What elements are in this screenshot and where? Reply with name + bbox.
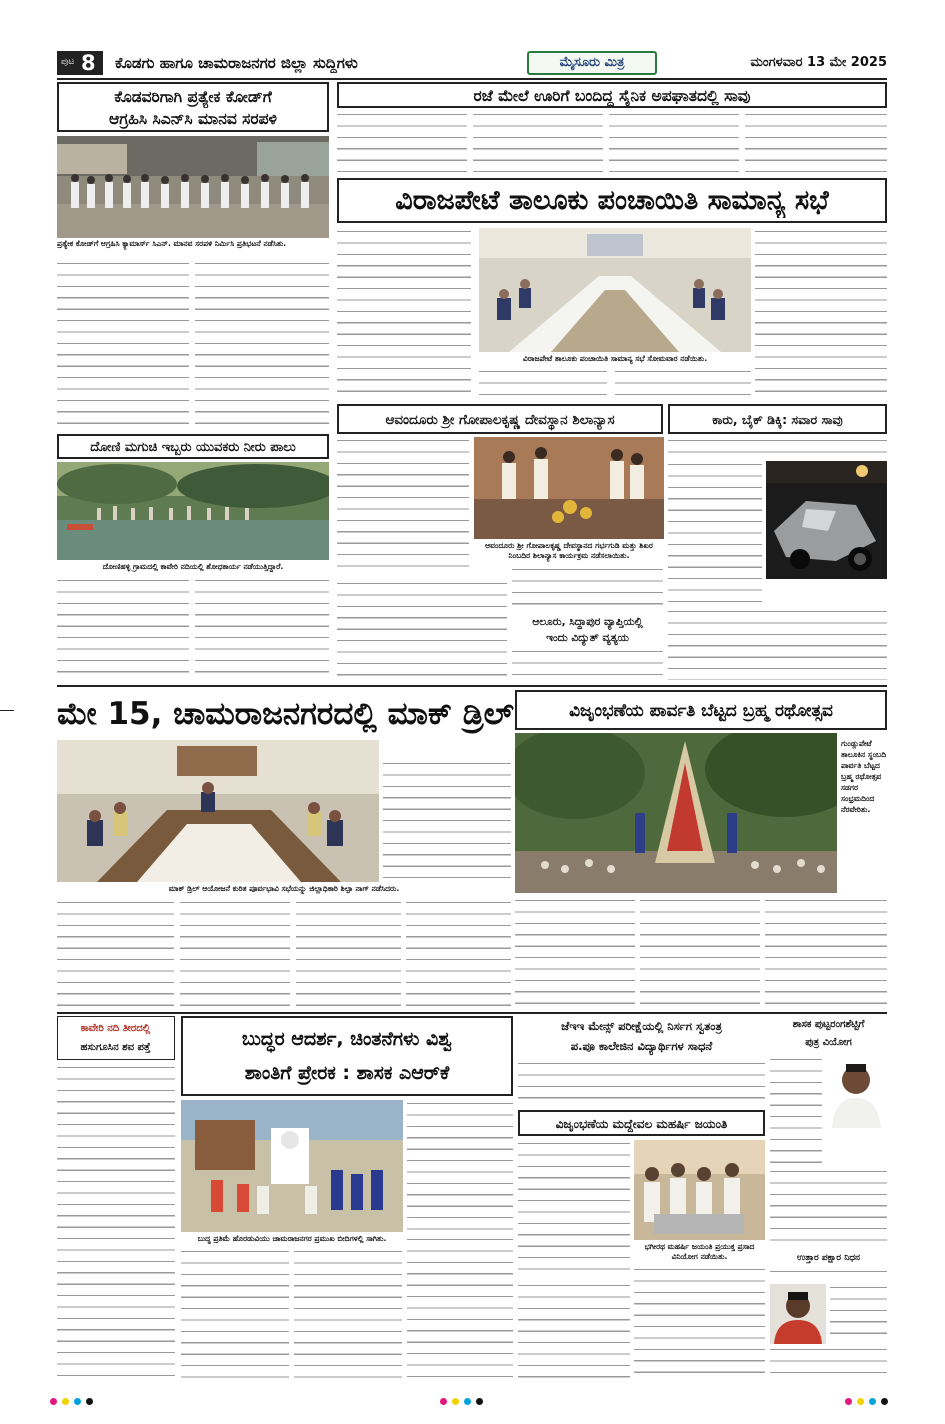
registration-dot xyxy=(881,1398,888,1405)
bhagiratha-headline: ವಿಜೃಂಭಣೆಯ ಮದ್ದೇವಲ ಮಹರ್ಷಿ ಜಯಂತಿ xyxy=(555,1117,728,1131)
buddha-caption: ಬುದ್ಧ ಪ್ರತಿಮೆ ಹೊರಡುವಿಯು ಚಾಮರಾಜನಗರ ಪ್ರಮುಖ ಬೀದಿಗಳಲ್ಲಿ ಸಾಗಿತು. xyxy=(197,1234,387,1243)
soldier-article-col-3 xyxy=(609,111,739,175)
registration-dot xyxy=(857,1398,864,1405)
mockdrill-caption: ಮಾಕ್ ಡ್ರಿಲ್ ಆಯೋಜನೆ ಕುರಿತ ಪೂರ್ವಭಾವಿ ಸಭೆಯನ್ನು ಜಿಲ್ಲಾಧಿಕಾರಿ ಶಿಲ್ಪಾ ನಾಗ್ ನಡೆಸಿದರು. xyxy=(168,884,400,893)
rathotsava-article-col-2 xyxy=(640,897,760,1009)
rathotsava-caption: ಗುಂಡ್ಲುಪೇಟೆ ತಾಲೂಕಿನ ಸ್ಥಂಬದಿ ಪಾರ್ವತಿ ಬೆಟ್ಟದ ಬ್ರಹ್ಮ ರಥೋತ್ಸವ ಸಡಗರ ಸಂಭ್ರಮದಿಂದ ನೆರವೇರಿತು. xyxy=(841,739,887,814)
registration-dot xyxy=(464,1398,471,1405)
section-title: ಕೊಡಗು ಹಾಗೂ ಚಾಮರಾಜನಗರ ಜಿಲ್ಲಾ ಸುದ್ದಿಗಳು xyxy=(115,54,358,72)
registration-dot xyxy=(74,1398,81,1405)
car-article-col-1 xyxy=(668,437,887,459)
mla-article-col-2 xyxy=(770,1168,887,1248)
code-headline-line-1: ಕೊಡವರಿಗಾಗಿ ಪ್ರತ್ಯೇಕ ಕೋಡ್‌ಗೆ xyxy=(114,88,272,106)
soldier-headline-box xyxy=(337,82,887,108)
temple-caption: ಆವಂದೂರು ಶ್ರೀ ಗೋಪಾಲಕೃಷ್ಣ ದೇವಸ್ಥಾನದ ಗರ್ಭಗುಡಿ ಮತ್ತು ಶಿಖರ ನಿಂಬದಿರ ಶಿಲಾನ್ಯಾಸ ಕಾರ್ಯಕ್ರಮ ನಡೆಸಲಾಯಿತು. xyxy=(485,541,653,560)
obit-article-col-1 xyxy=(770,1268,887,1282)
buddha-headline-line-1: ಬುದ್ಧರ ಆದರ್ಶ, ಚಿಂತನೆಗಳು ವಿಶ್ವ xyxy=(241,1028,453,1050)
bhagiratha-headline-box xyxy=(518,1110,765,1136)
power-headline-line-1: ಆಲೂರು, ಸಿದ್ದಾಪುರ ವ್ಯಾಪ್ತಿಯಲ್ಲಿ xyxy=(532,616,643,628)
temple-photo xyxy=(474,437,664,539)
mockdrill-side-article xyxy=(383,760,511,882)
boat-caption: ದೋಣಿಹಳ್ಳಿ ಗ್ರಾಮದಲ್ಲಿ ಕಾವೇರಿ ನದಿಯಲ್ಲಿ ಶೋಧಕಾರ್ಯ ನಡೆಯುತ್ತಿದ್ದಾರೆ. xyxy=(102,562,284,571)
registration-dot xyxy=(452,1398,459,1405)
registration-dot xyxy=(440,1398,447,1405)
fold-mark xyxy=(0,710,14,711)
cauvery-article xyxy=(57,1064,175,1378)
viraj-headline-box xyxy=(337,178,887,223)
boat-photo xyxy=(57,462,329,560)
mla-headline-line-1: ಶಾಸಕ ಪುಟ್ಟರಂಗಶೆಟ್ಟಿಗೆ xyxy=(792,1019,865,1030)
rathotsava-headline-box xyxy=(515,690,887,730)
mockdrill-article-col-4 xyxy=(406,899,511,1009)
registration-dot xyxy=(476,1398,483,1405)
fold-rule xyxy=(57,685,887,687)
cauvery-headline-line-2: ಹಸುಗೂಸಿನ ಶವ ಪತ್ತೆ xyxy=(80,1042,151,1053)
mockdrill-headline: ಮೇ 15, ಚಾಮರಾಜನಗರದಲ್ಲಿ ಮಾಕ್ ಡ್ರಿಲ್ xyxy=(57,696,514,732)
code-headline-box xyxy=(57,82,329,132)
page-header xyxy=(57,51,887,75)
mockdrill-article-col-1 xyxy=(57,899,174,1009)
power-headline-line-2: ಇಂದು ವಿದ್ಯುತ್ ವ್ಯತ್ಯಯ xyxy=(546,632,629,644)
buddha-side-article xyxy=(407,1100,513,1232)
viraj-headline: ವಿರಾಜಪೇಟೆ ತಾಲೂಕು ಪಂಚಾಯಿತಿ ಸಾಮಾನ್ಯ ಸಭೆ xyxy=(395,185,829,216)
temple-article-col-2 xyxy=(337,580,507,680)
rathotsava-headline: ವಿಜೃಂಭಣೆಯ ಪಾರ್ವತಿ ಬೆಟ್ಟದ ಬ್ರಹ್ಮ ರಥೋತ್ಸವ xyxy=(569,701,833,721)
mla-portrait xyxy=(826,1056,887,1128)
obit-article-col-3 xyxy=(770,1346,887,1378)
code-caption: ಪ್ರತ್ಯೇಕ ಕೋಡ್‌ಗೆ ಆಗ್ರಹಿಸಿ ಕ್ಯಾಮಾರ್ಸ್ ಸಿಎನ್‌. ಮಾನವ ಸರಪಳಿ ನಿರ್ಮಿಸಿ ಪ್ರತಿಭಟನೆ ನಡೆಸಿತು. xyxy=(57,239,287,248)
temple-article-col-1 xyxy=(337,437,469,575)
page-label: ಪುಟ xyxy=(61,57,75,67)
code-photo xyxy=(57,136,329,238)
buddha-headline-box xyxy=(181,1016,513,1096)
registration-marks-left xyxy=(50,1398,130,1408)
code-article-col-1 xyxy=(57,260,189,430)
car-photo xyxy=(766,461,887,579)
registration-dot xyxy=(50,1398,57,1405)
lower-rule xyxy=(57,1012,887,1014)
car-headline-box xyxy=(668,404,887,434)
code-article-col-2 xyxy=(195,260,329,430)
obit-article-col-2 xyxy=(830,1284,887,1344)
bhagiratha-article-col-3 xyxy=(634,1266,765,1378)
car-article-col-3 xyxy=(668,608,887,680)
rathotsava-article-col-3 xyxy=(765,897,887,1009)
temple-article-col-3 xyxy=(512,566,663,612)
nirsar-article xyxy=(518,1060,765,1108)
registration-marks-center xyxy=(440,1398,520,1408)
mockdrill-article-col-2 xyxy=(180,899,290,1009)
nirsar-headline-line-1: ಜೆಇಇ ಮೇನ್ಸ್ ಪರೀಕ್ಷೆಯಲ್ಲಿ ನಿರ್ಸಗ ಸ್ವತಂತ್ರ xyxy=(561,1019,722,1033)
registration-dot xyxy=(869,1398,876,1405)
viraj-article-col-3 xyxy=(615,368,751,400)
viraj-article-col-1 xyxy=(337,228,471,400)
boat-article-col-1 xyxy=(57,577,189,680)
viraj-caption: ವಿರಾಜಪೇಟೆ ತಾಲೂಕು ಪಂಚಾಯಿತಿ ಸಾಮಾನ್ಯ ಸಭೆ ಸೋಮವಾರ ನಡೆಯಿತು. xyxy=(522,354,708,363)
bhagiratha-caption: ಭಗೀರಥ ಮಹರ್ಷಿ ಜಯಂತಿ ಪ್ರಯುಕ್ತ ಪ್ರಸಾದ ವಿನಿಯೋಗ ನಡೆಯಿತು. xyxy=(644,1242,755,1261)
mockdrill-article-col-3 xyxy=(296,899,401,1009)
mla-headline-line-2: ಪುತ್ರ ವಿಯೋಗ xyxy=(805,1037,852,1048)
mockdrill-photo xyxy=(57,740,379,882)
soldier-article-col-4 xyxy=(745,111,887,175)
page-number-badge xyxy=(57,51,103,75)
buddha-photo xyxy=(181,1100,403,1232)
soldier-headline: ರಜೆ ಮೇಲೆ ಊರಿಗೆ ಬಂದಿದ್ದ ಸೈನಿಕ ಅಪಘಾತದಲ್ಲಿ ಸಾವು xyxy=(473,87,751,105)
bhagiratha-article-col-2 xyxy=(518,1282,630,1378)
bhagiratha-article-col-1 xyxy=(518,1140,630,1278)
cauvery-headline-box xyxy=(57,1016,175,1060)
mla-article-col-1 xyxy=(770,1056,822,1166)
rathotsava-photo xyxy=(515,733,837,893)
code-headline-line-2: ಆಗ್ರಹಿಸಿ ಸಿಎನ್‌ಸಿ ಮಾನವ ಸರಪಳಿ xyxy=(109,110,277,128)
viraj-article-col-2 xyxy=(479,368,607,400)
temple-headline: ಆವಂದೂರು ಶ್ರೀ ಗೋಪಾಲಕೃಷ್ಣ ದೇವಸ್ಥಾನ ಶಿಲಾನ್ಯಾಸ xyxy=(385,412,615,428)
masthead: ಮೈಸೂರು ಮಿತ್ರ xyxy=(559,55,625,70)
boat-headline: ದೋಣಿ ಮಗುಚಿ ಇಬ್ಬರು ಯುವಕರು ನೀರು ಪಾಲು xyxy=(90,440,296,455)
bhagiratha-photo xyxy=(634,1140,765,1240)
header-rule xyxy=(57,78,887,80)
registration-dot xyxy=(86,1398,93,1405)
buddha-article-col-1 xyxy=(181,1248,289,1378)
temple-headline-box xyxy=(337,404,663,434)
viraj-article-col-4 xyxy=(755,228,887,400)
obit-portrait xyxy=(770,1284,826,1344)
rathotsava-article-col-1 xyxy=(515,897,635,1009)
cauvery-headline-line-1: ಕಾವೇರಿ ನದಿ ತೀರದಲ್ಲಿ xyxy=(80,1023,151,1034)
buddha-headline-line-2: ಶಾಂತಿಗೆ ಪ್ರೇರಕ : ಶಾಸಕ ಎಆರ್‌ಕೆ xyxy=(244,1062,450,1084)
registration-dot xyxy=(62,1398,69,1405)
soldier-article-col-1 xyxy=(337,111,467,175)
viraj-photo xyxy=(479,228,751,352)
car-headline: ಕಾರು, ಬೈಕ್ ಡಿಕ್ಕಿ: ಸವಾರ ಸಾವು xyxy=(712,412,843,427)
soldier-article-col-2 xyxy=(473,111,603,175)
registration-dot xyxy=(845,1398,852,1405)
power-article xyxy=(512,648,663,680)
buddha-article-col-2 xyxy=(294,1248,402,1378)
boat-headline-box xyxy=(57,434,329,459)
registration-marks-right xyxy=(845,1398,895,1408)
masthead-box xyxy=(527,51,657,75)
obit-headline: ಉತ್ತಾರ ಪಕ್ಷಾರ ನಿಧನ xyxy=(796,1253,861,1263)
buddha-article-col-3 xyxy=(407,1236,513,1378)
nirsar-headline-line-2: ಪ.ಪೂ ಕಾಲೇಜಿನ ವಿದ್ಯಾರ್ಥಿಗಳ ಸಾಧನೆ xyxy=(570,1039,713,1053)
boat-article-col-2 xyxy=(195,577,329,680)
car-article-col-2 xyxy=(668,461,762,606)
issue-date: ಮಂಗಳವಾರ 13 ಮೇ 2025 xyxy=(750,55,887,70)
page-number: 8 xyxy=(81,51,96,75)
